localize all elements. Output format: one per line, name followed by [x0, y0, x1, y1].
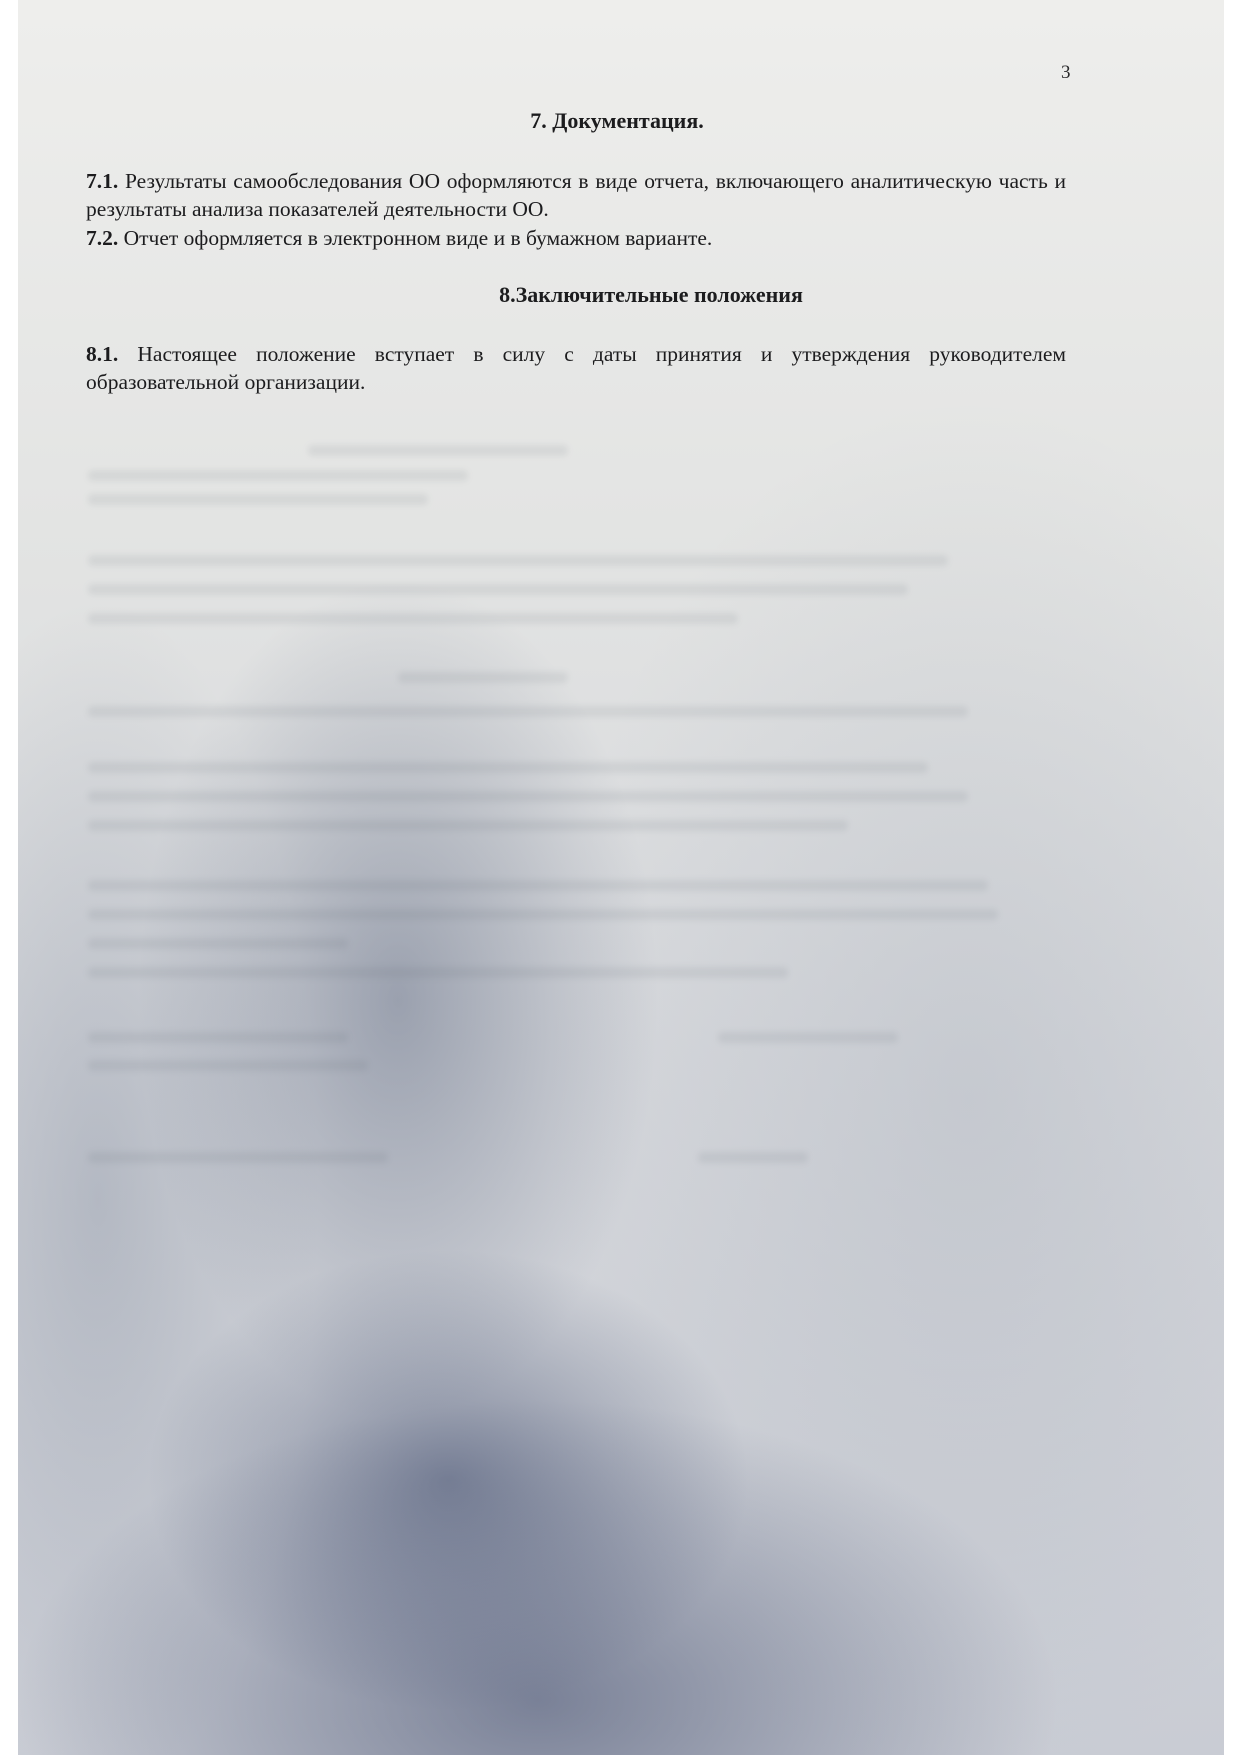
bleed-through-text: [18, 0, 1224, 1755]
paragraph-number: 7.1.: [86, 169, 119, 193]
paragraph-text: Настоящее положение вступает в силу с даты принятия и утверждения руководителем образовательной организации.: [86, 342, 1066, 394]
paragraph-7-1: [86, 167, 1066, 223]
paragraph-number: 7.2.: [86, 226, 119, 250]
paragraph-text: Отчет оформляется в электронном виде и в бумажном варианте.: [123, 226, 713, 250]
section-8-heading: 8.Заключительные положения: [499, 282, 803, 307]
paragraph-number: 8.1.: [86, 342, 119, 366]
page-number: 3: [1061, 62, 1071, 83]
document-page: [18, 0, 1224, 1755]
paragraph-8-1: [86, 340, 1066, 396]
paragraph-text: Результаты самообследования ОО оформляются в виде отчета, включающего аналитическую часть и результаты анализа показателей деятельности ОО.: [86, 169, 1066, 221]
section-7-heading: 7. Документация.: [530, 108, 704, 133]
paragraph-7-2: [86, 224, 1066, 252]
